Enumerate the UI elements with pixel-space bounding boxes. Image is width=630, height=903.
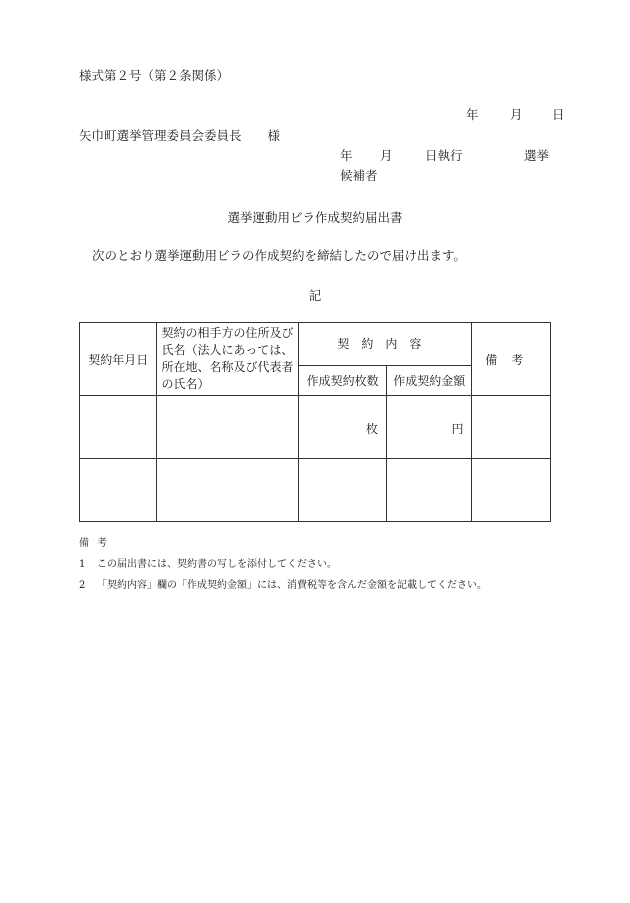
form-number: 様式第２号（第２条関係） — [79, 68, 230, 83]
notes-heading: 備考 — [79, 538, 115, 549]
header-contract-contents: 契約内容 — [299, 323, 472, 366]
exec-month-label: 月 — [380, 148, 393, 163]
cell-remarks[interactable] — [472, 459, 551, 522]
note-number: 1 — [79, 559, 86, 570]
cell-amount[interactable] — [386, 396, 472, 459]
recipient-name: 矢巾町選挙管理委員会委員長 — [79, 128, 242, 143]
submission-date — [466, 105, 565, 123]
candidate-label: 候補者 — [340, 168, 378, 183]
cell-amount[interactable] — [386, 459, 472, 522]
recipient-honorific: 様 — [267, 128, 281, 143]
note-item — [79, 555, 337, 570]
note-number: 2 — [79, 580, 86, 591]
cell-remarks[interactable] — [472, 396, 551, 459]
note-item — [79, 576, 487, 591]
intro-text: 次のとおり選挙運動用ビラの作成契約を締結したので届け出ます。 — [92, 248, 467, 263]
unit-yen: 円 — [451, 422, 464, 436]
header-contract-party: 契約の相手方の住所及び氏名（法人にあっては、所在地、名称及び代表者の氏名） — [157, 323, 299, 396]
recipient — [79, 126, 280, 144]
exec-year-label: 年 — [340, 148, 353, 163]
table-row — [80, 396, 551, 459]
unit-sheets: 枚 — [365, 422, 378, 436]
header-sheet-count: 作成契約枚数 — [299, 365, 387, 395]
date-month-label: 月 — [510, 107, 523, 122]
election-label: 選挙 — [524, 148, 550, 163]
cell-date[interactable] — [80, 459, 157, 522]
document-title: 選挙運動用ビラ作成契約届出書 — [227, 210, 403, 225]
header-contract-date: 契約年月日 — [80, 323, 157, 396]
cell-party[interactable] — [157, 396, 299, 459]
cell-count[interactable] — [299, 459, 387, 522]
exec-day-label: 日執行 — [425, 148, 463, 163]
ki-heading: 記 — [308, 288, 322, 303]
cell-date[interactable] — [80, 396, 157, 459]
cell-party[interactable] — [157, 459, 299, 522]
header-contract-amount: 作成契約金額 — [386, 365, 472, 395]
header-remarks: 備考 — [472, 323, 551, 396]
contract-table — [79, 322, 551, 522]
table-row — [80, 459, 551, 522]
note-text: この届出書には、契約書の写しを添付してください。 — [97, 559, 337, 570]
date-year-label: 年 — [466, 107, 479, 122]
date-day-label: 日 — [552, 107, 565, 122]
note-text: 「契約内容」欄の「作成契約金額」には、消費税等を含んだ金額を記載してください。 — [97, 580, 487, 591]
cell-count[interactable] — [299, 396, 387, 459]
